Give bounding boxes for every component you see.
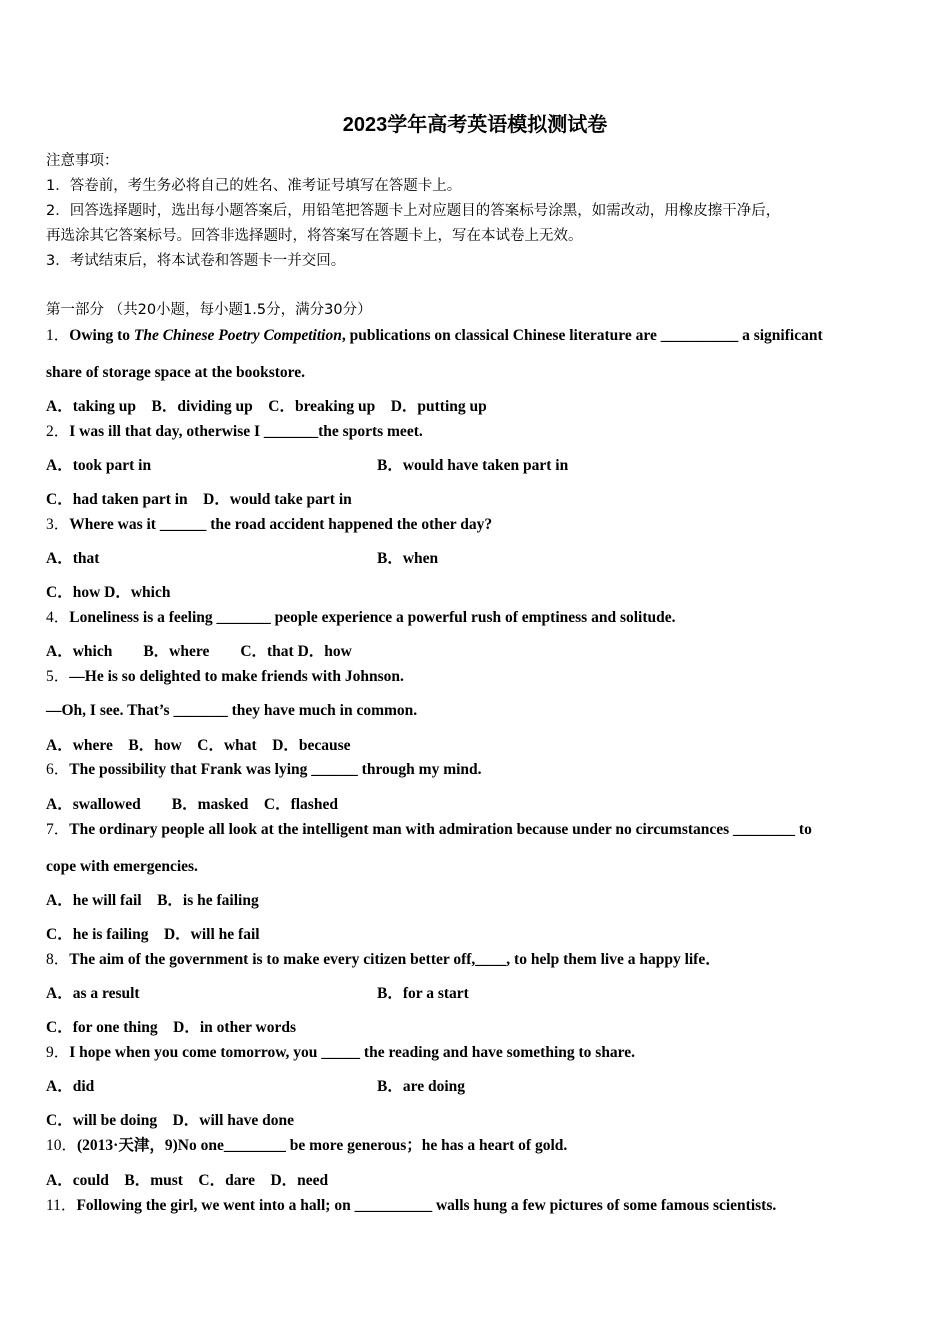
question-9-options-cd: C．will be doing D．will have done (46, 1112, 295, 1129)
question-8-option-a: A．as a result (46, 985, 140, 1002)
notice-item-3: 3．考试结束后，将本试卷和答题卡一并交回。 (46, 253, 346, 269)
question-number: 4． (46, 609, 70, 626)
section-heading: 第一部分 （共20小题，每小题1.5分，满分30分） (46, 302, 372, 318)
question-text: The aim of the government is to make every citizen better off,____, to help them live a happy life． (69, 951, 721, 968)
question-8-option-b: B．for a start (377, 985, 469, 1002)
question-text: Owing to (69, 327, 134, 344)
question-5-options: A．where B．how C．what D．because (46, 737, 351, 754)
question-text: The possibility that Frank was lying ______ through my mind. (69, 761, 482, 778)
question-text: I was ill that day, otherwise I _______the sports meet. (69, 423, 423, 440)
question-7-options-cd: C．he is failing D．will he fail (46, 926, 260, 943)
notice-item-2: 2．回答选择题时，选出每小题答案后，用铅笔把答题卡上对应题目的答案标号涂黑，如需改动，用橡皮擦干净后， (46, 203, 781, 219)
question-6 (46, 760, 482, 780)
question-text: Where was it ______ the road accident happened the other day? (69, 516, 493, 533)
question-5-reply: —Oh, I see. That’s _______ they have much in common. (46, 702, 418, 719)
question-4 (46, 608, 676, 628)
question-number: 5． (46, 668, 70, 685)
question-6-options: A．swallowed B．masked C．flashed (46, 796, 338, 813)
question-8-options-cd: C．for one thing D．in other words (46, 1019, 297, 1036)
question-11 (46, 1196, 776, 1216)
question-number: 9． (46, 1044, 70, 1061)
question-italic-title: The Chinese Poetry Competition (133, 327, 342, 344)
question-10 (46, 1136, 567, 1156)
question-text: (2013·天津，9)No one________ be more generous；he has a heart of gold. (77, 1137, 568, 1154)
question-7-options-ab: A．he will fail B．is he failing (46, 892, 259, 909)
question-7 (46, 820, 812, 840)
question-1-options: A．taking up B．dividing up C．breaking up D．putting up (46, 398, 487, 415)
question-text: Loneliness is a feeling _______ people experience a powerful rush of emptiness and solitude. (69, 609, 676, 626)
notice-item-1: 1．答卷前，考生务必将自己的姓名、准考证号填写在答题卡上。 (46, 178, 462, 194)
question-3-option-a: A．that (46, 550, 100, 567)
question-3 (46, 515, 492, 535)
question-9 (46, 1043, 635, 1063)
question-number: 11． (46, 1197, 77, 1214)
question-3-options-cd: C．how D．which (46, 584, 171, 601)
question-number: 10． (46, 1137, 78, 1154)
question-text: I hope when you come tomorrow, you _____ the reading and have something to share. (69, 1044, 636, 1061)
question-number: 2． (46, 423, 70, 440)
question-8 (46, 950, 721, 970)
question-number: 8． (46, 951, 70, 968)
question-number: 3． (46, 516, 70, 533)
question-9-option-b: B．are doing (377, 1078, 465, 1095)
page-title: 2023学年高考英语模拟测试卷 (342, 114, 608, 136)
notice-item-2-cont: 再选涂其它答案标号。回答非选择题时，将答案写在答题卡上，写在本试卷上无效。 (46, 228, 583, 244)
question-text: The ordinary people all look at the intelligent man with admiration because under no circumstances ________ to (69, 821, 812, 838)
question-10-options: A．could B．must C．dare D．need (46, 1172, 329, 1189)
question-3-option-b: B．when (377, 550, 439, 567)
question-4-options: A．which B．where C．that D．how (46, 643, 352, 660)
question-text: Following the girl, we went into a hall; on __________ walls hung a few pictures of some famous scientists. (76, 1197, 777, 1214)
question-5 (46, 667, 404, 687)
question-number: 7． (46, 821, 70, 838)
question-1 (46, 326, 823, 346)
question-7-cont: cope with emergencies. (46, 858, 198, 875)
question-2-option-a: A．took part in (46, 457, 152, 474)
question-number: 1． (46, 327, 70, 344)
question-number: 6． (46, 761, 70, 778)
question-9-option-a: A．did (46, 1078, 95, 1095)
question-2-options-cd: C．had taken part in D．would take part in (46, 491, 352, 508)
notice-heading: 注意事项： (46, 153, 119, 169)
question-2-option-b: B．would have taken part in (377, 457, 569, 474)
question-text: , publications on classical Chinese literature are __________ a significant (341, 327, 823, 344)
question-text: —He is so delighted to make friends with Johnson. (69, 668, 404, 685)
question-2 (46, 422, 423, 442)
question-1-cont: share of storage space at the bookstore. (46, 364, 306, 381)
